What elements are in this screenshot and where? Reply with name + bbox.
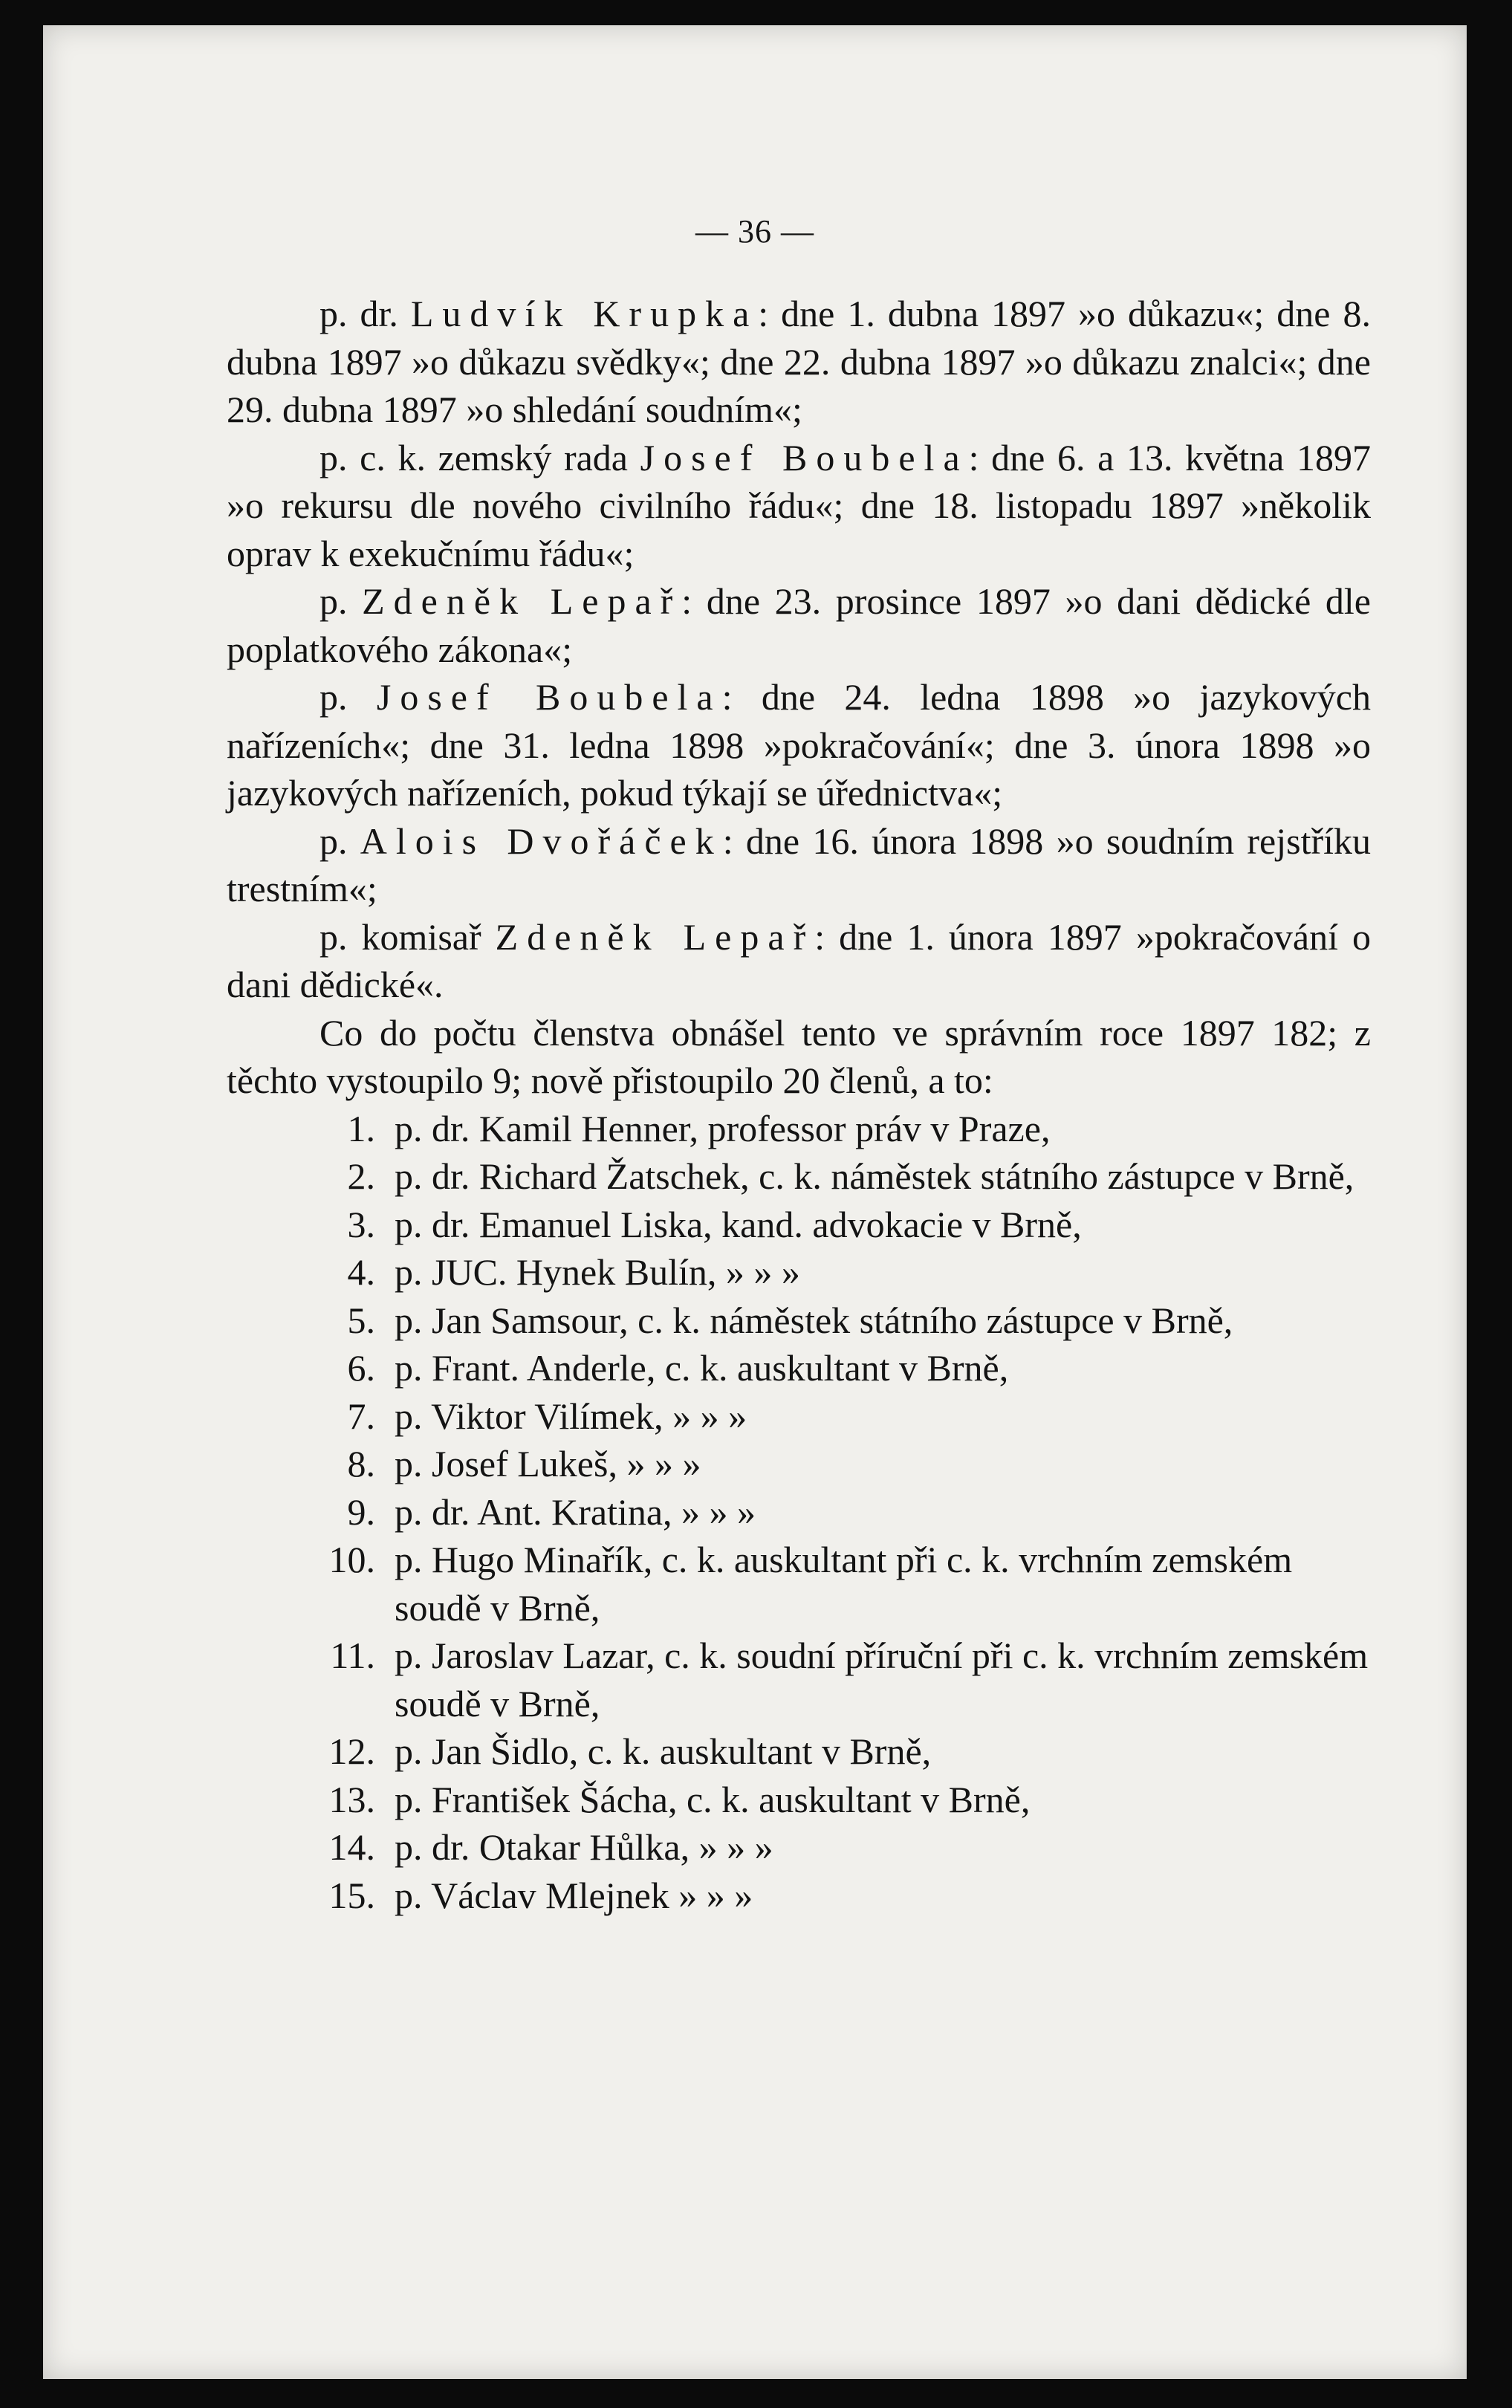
item-number: 3. [347,1203,375,1245]
lecture-paragraph [227,817,1371,913]
item-text: p. Hugo Minařík, c. k. auskultant při c. k. vrchním zemském soudě v Brně, [395,1539,1293,1629]
item-text: p. Jan Šidlo, c. k. auskultant v Brně, [395,1730,932,1772]
lecturer-name: Josef Boubela [640,436,969,478]
lecturer-name: Alois Dvořáček [360,820,723,862]
lecture-paragraph [227,290,1371,434]
list-item [227,1823,1371,1872]
item-text: p. František Šácha, c. k. auskultant v Brně, [395,1778,1031,1820]
item-number: 13. [328,1778,375,1820]
list-item [227,1297,1371,1345]
lecture-prefix: p. [319,820,360,862]
list-item [227,1344,1371,1392]
item-number: 2. [347,1155,375,1197]
page-number: — 36 — [695,213,814,250]
item-number: 6. [347,1347,375,1389]
lecture-text: : dne 1. dubna 1897 »o důkazu«; dne 8. dubna 1897 »o důkazu svědky«; dne 22. dubna 1897 »o důkazu znalci«; dne 29. dubna 1897 »o shledání soudním«; [227,293,1371,430]
lecture-prefix: p. komisař [319,915,496,958]
item-text: p. Frant. Anderle, c. k. auskultant v Brně, [395,1347,1009,1389]
lecturer-name: Ludvík Krupka [410,293,759,334]
item-text: p. Jan Samsour, c. k. náměstek státního zástupce v Brně, [395,1299,1233,1341]
item-number: 9. [347,1490,375,1533]
list-item [227,1440,1371,1488]
list-item [227,1872,1371,1920]
item-text: p. JUC. Hynek Bulín, » » » [395,1251,800,1293]
list-item [227,1727,1371,1776]
item-text: p. Viktor Vilímek, » » » [395,1395,747,1437]
item-text: p. dr. Kamil Henner, professor práv v Praze, [395,1107,1051,1149]
list-item [227,1248,1371,1297]
lecture-prefix: p. c. k. zemský rada [319,436,640,478]
lecture-prefix: p. dr. [319,293,411,334]
item-text: p. Václav Mlejnek » » » [395,1874,753,1916]
item-number: 8. [347,1443,375,1484]
item-number: 1. [347,1107,375,1149]
lecture-text: : dne 1. února 1897 »pokračování o dani dědické«. [227,915,1371,1005]
lecturer-name: Zdeněk Lepař [362,580,682,622]
item-number: 12. [328,1730,375,1772]
item-number: 15. [328,1874,375,1916]
lecture-paragraph [227,913,1371,1009]
lecture-paragraph [227,434,1371,578]
list-item [227,1201,1371,1249]
list-item [227,1105,1371,1153]
lecture-paragraph [227,577,1371,673]
item-number: 4. [347,1251,375,1293]
list-item [227,1776,1371,1824]
lecture-prefix: p. [319,580,363,622]
lecture-prefix: p. [319,676,377,718]
list-item [227,1392,1371,1441]
lecture-paragraph [227,673,1371,817]
lecturer-name: Josef Boubela [376,676,722,718]
item-text: p. Jaroslav Lazar, c. k. soudní příruční při c. k. vrchním zemském soudě v Brně, [395,1635,1369,1724]
lecture-text: : dne 23. prosince 1897 »o dani dědické dle poplatkového zákona«; [227,580,1372,670]
book-page [43,25,1467,2379]
list-item [227,1632,1371,1727]
item-text: p. dr. Ant. Kratina, » » » [395,1490,756,1533]
list-item [227,1152,1371,1201]
lecturer-name: Zdeněk Lepař [495,915,815,958]
lecture-text: : dne 16. února 1898 »o soudním rejstříku trestním«; [227,820,1372,909]
item-number: 7. [347,1395,375,1437]
membership-paragraph: Co do počtu členstva obnášel tento ve správním roce 1897 182; z těchto vystoupilo 9; nově přistoupilo 20 členů, a to: [227,1011,1371,1101]
item-text: p. Josef Lukeš, » » » [395,1443,701,1484]
item-number: 5. [347,1299,375,1341]
new-members-list [227,1105,1371,1920]
page-text [227,290,1371,1919]
item-number: 11. [330,1635,375,1676]
item-text: p. dr. Emanuel Liska, kand. advokacie v Brně, [395,1203,1082,1245]
lecture-text: : dne 24. ledna 1898 »o jazykových nařízeních«; dne 31. ledna 1898 »pokračování«; dne 3. února 1898 »o jazykových nařízeních, pokud týkají se úřednictva«; [227,676,1371,814]
item-number: 10. [328,1539,375,1580]
list-item [227,1536,1371,1632]
item-number: 14. [328,1826,375,1868]
lecture-text: : dne 6. a 13. května 1897 »o rekursu dle nového civilního řádu«; dne 18. listopadu 1897 »několik oprav k exekučnímu řádu«; [227,436,1371,574]
item-text: p. dr. Richard Žatschek, c. k. náměstek státního zástupce v Brně, [395,1155,1354,1197]
list-item [227,1488,1371,1536]
item-text: p. dr. Otakar Hůlka, » » » [395,1826,773,1868]
